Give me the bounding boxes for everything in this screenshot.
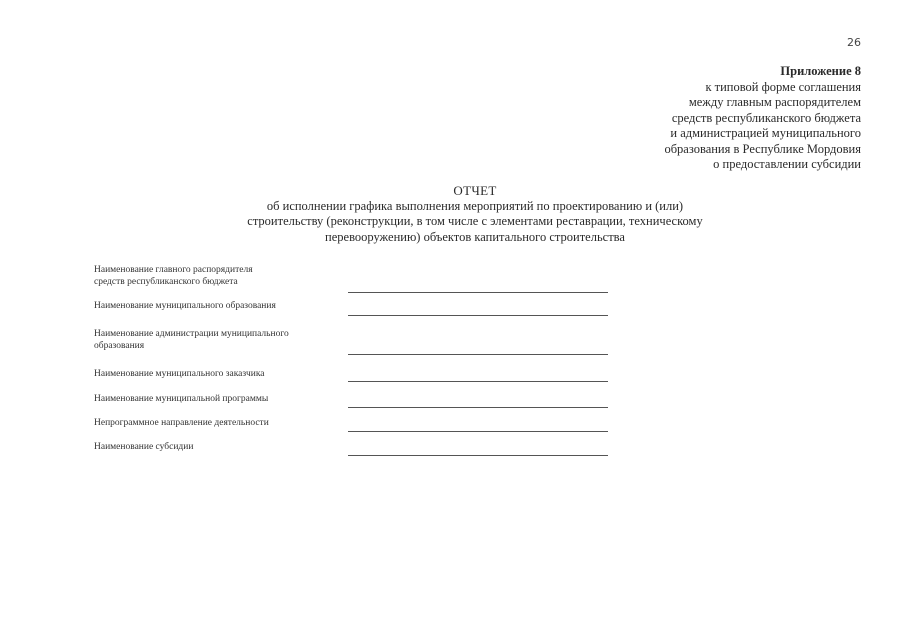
report-subtitle-line: строительству (реконструкции, в том числе с элементами реставрации, техническому — [247, 214, 703, 228]
appendix-title: Приложение 8 — [780, 64, 861, 78]
field-label — [94, 300, 334, 312]
appendix-block — [664, 64, 861, 173]
field-subsidy-name — [94, 441, 614, 458]
field-label — [94, 393, 334, 405]
field-label-line: Наименование субсидии — [94, 442, 194, 452]
field-fill-line[interactable] — [348, 315, 608, 316]
report-heading — [200, 183, 750, 245]
field-fill-line[interactable] — [348, 292, 608, 293]
field-fill-line[interactable] — [348, 455, 608, 456]
field-fill-line[interactable] — [348, 354, 608, 355]
report-subtitle-line: перевооружению) объектов капитального строительства — [325, 229, 625, 244]
field-municipal-customer — [94, 368, 614, 385]
field-label-line: Непрограммное направление деятельности — [94, 418, 269, 428]
field-label — [94, 328, 334, 352]
appendix-line: о предоставлении субсидии — [713, 157, 861, 171]
field-label-line: средств республиканского бюджета — [94, 277, 238, 287]
field-fill-line[interactable] — [348, 381, 608, 382]
field-label-line: Наименование главного распорядителя — [94, 265, 253, 275]
appendix-line: образования в Республике Мордовия — [664, 141, 861, 156]
field-fill-line[interactable] — [348, 431, 608, 432]
field-label-line: Наименование муниципального заказчика — [94, 369, 265, 379]
field-municipal-program — [94, 393, 614, 410]
field-fill-line[interactable] — [348, 407, 608, 408]
field-non-program-direction — [94, 417, 614, 434]
appendix-line: между главным распорядителем — [688, 95, 861, 109]
page-number: 26 — [847, 36, 861, 49]
appendix-line: средств республиканского бюджета — [671, 110, 861, 125]
field-municipality — [94, 300, 614, 322]
field-label-line: Наименование муниципальной программы — [94, 394, 269, 404]
appendix-line: к типовой форме соглашения — [705, 79, 861, 94]
field-label — [94, 368, 334, 380]
field-label-line: Наименование муниципального образования — [94, 301, 276, 311]
field-chief-administrator — [94, 264, 614, 294]
field-label-line: образования — [94, 341, 145, 351]
appendix-line: и администрацией муниципального — [670, 126, 861, 140]
report-subtitle-line: об исполнении графика выполнения мероприятий по проектированию и (или) — [266, 198, 684, 213]
field-label — [94, 441, 334, 453]
report-title: ОТЧЕТ — [453, 183, 497, 198]
field-municipal-administration — [94, 328, 614, 360]
field-label — [94, 417, 334, 429]
field-label — [94, 264, 334, 288]
field-label-line: Наименование администрации муниципального — [94, 329, 289, 339]
report-fields — [94, 264, 614, 458]
